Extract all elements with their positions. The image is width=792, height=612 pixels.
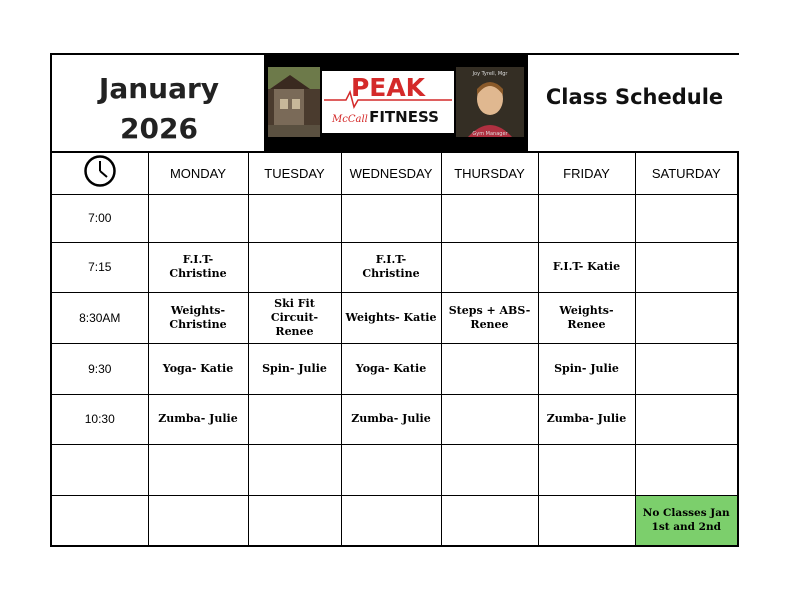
- gym-logo: [266, 55, 528, 153]
- class-cell: [341, 194, 441, 242]
- day-header-monday: MONDAY: [148, 152, 248, 194]
- class-cell: Zumba- Julie: [148, 394, 248, 444]
- month-cell: [52, 55, 266, 153]
- table-row: [51, 495, 738, 546]
- class-cell: [341, 495, 441, 546]
- table-row: [51, 242, 738, 292]
- class-cell: [148, 495, 248, 546]
- clock-cell: [51, 152, 148, 194]
- class-cell: Ski Fit Circuit- Renee: [248, 292, 341, 343]
- no-classes-note: No Classes Jan 1st and 2nd: [635, 495, 738, 546]
- class-cell: Spin- Julie: [538, 343, 635, 394]
- class-cell: [148, 444, 248, 495]
- class-cell: [635, 194, 738, 242]
- day-header-tuesday: TUESDAY: [248, 152, 341, 194]
- class-cell: [635, 444, 738, 495]
- table-row: [51, 194, 738, 242]
- building-photo: [268, 67, 320, 137]
- class-cell: Weights- Christine: [148, 292, 248, 343]
- day-header-friday: FRIDAY: [538, 152, 635, 194]
- day-header-thursday: THURSDAY: [441, 152, 538, 194]
- class-cell: [341, 444, 441, 495]
- title-cell: [528, 55, 741, 153]
- photo-caption-bottom: Gym Manager: [472, 131, 508, 137]
- day-header-wednesday: WEDNESDAY: [341, 152, 441, 194]
- table-row: [51, 343, 738, 394]
- class-cell: F.I.T- Christine: [148, 242, 248, 292]
- class-cell: Yoga- Katie: [148, 343, 248, 394]
- year-label: 2026: [120, 112, 198, 145]
- schedule-header: [50, 53, 739, 151]
- gym-logo-graphic: [266, 55, 528, 153]
- time-cell: 7:00: [51, 194, 148, 242]
- class-cell: Yoga- Katie: [341, 343, 441, 394]
- time-cell: 7:15: [51, 242, 148, 292]
- class-cell: Zumba- Julie: [341, 394, 441, 444]
- logo-location-text: McCall: [332, 114, 368, 125]
- logo-peak-text: PEAK: [350, 73, 426, 102]
- class-cell: [248, 242, 341, 292]
- time-cell: [51, 444, 148, 495]
- class-cell: [248, 495, 341, 546]
- class-cell: [635, 394, 738, 444]
- class-cell: [441, 444, 538, 495]
- class-cell: [635, 343, 738, 394]
- class-cell: Zumba- Julie: [538, 394, 635, 444]
- class-cell: [248, 194, 341, 242]
- class-cell: F.I.T- Christine: [341, 242, 441, 292]
- logo-fitness-text: FITNESS: [369, 108, 439, 126]
- class-cell: [441, 495, 538, 546]
- class-cell: [635, 292, 738, 343]
- class-cell: [538, 495, 635, 546]
- class-cell: F.I.T- Katie: [538, 242, 635, 292]
- class-cell: Weights- Renee: [538, 292, 635, 343]
- time-cell: 10:30: [51, 394, 148, 444]
- time-cell: 9:30: [51, 343, 148, 394]
- class-cell: [441, 194, 538, 242]
- class-cell: [441, 242, 538, 292]
- class-cell: [441, 394, 538, 444]
- class-cell: Weights- Katie: [341, 292, 441, 343]
- photo-caption-top: Joy Tyrell, Mgr: [472, 71, 508, 77]
- manager-photo: [456, 67, 524, 137]
- class-cell: [538, 444, 635, 495]
- class-cell: [148, 194, 248, 242]
- page-title: Class Schedule: [545, 85, 724, 109]
- table-row: [51, 292, 738, 343]
- class-cell: [248, 394, 341, 444]
- table-row: [51, 394, 738, 444]
- time-cell: 8:30AM: [51, 292, 148, 343]
- class-cell: [248, 444, 341, 495]
- month-label: January: [98, 72, 220, 105]
- time-cell: [51, 495, 148, 546]
- day-header-row: [51, 152, 738, 194]
- day-header-saturday: SATURDAY: [635, 152, 738, 194]
- class-cell: Spin- Julie: [248, 343, 341, 394]
- class-cell: [441, 343, 538, 394]
- schedule-frame: [50, 53, 739, 545]
- class-cell: Steps + ABS- Renee: [441, 292, 538, 343]
- schedule-table: [50, 151, 739, 547]
- class-cell: [635, 242, 738, 292]
- clock-icon: [83, 154, 117, 188]
- table-row: [51, 444, 738, 495]
- class-cell: [538, 194, 635, 242]
